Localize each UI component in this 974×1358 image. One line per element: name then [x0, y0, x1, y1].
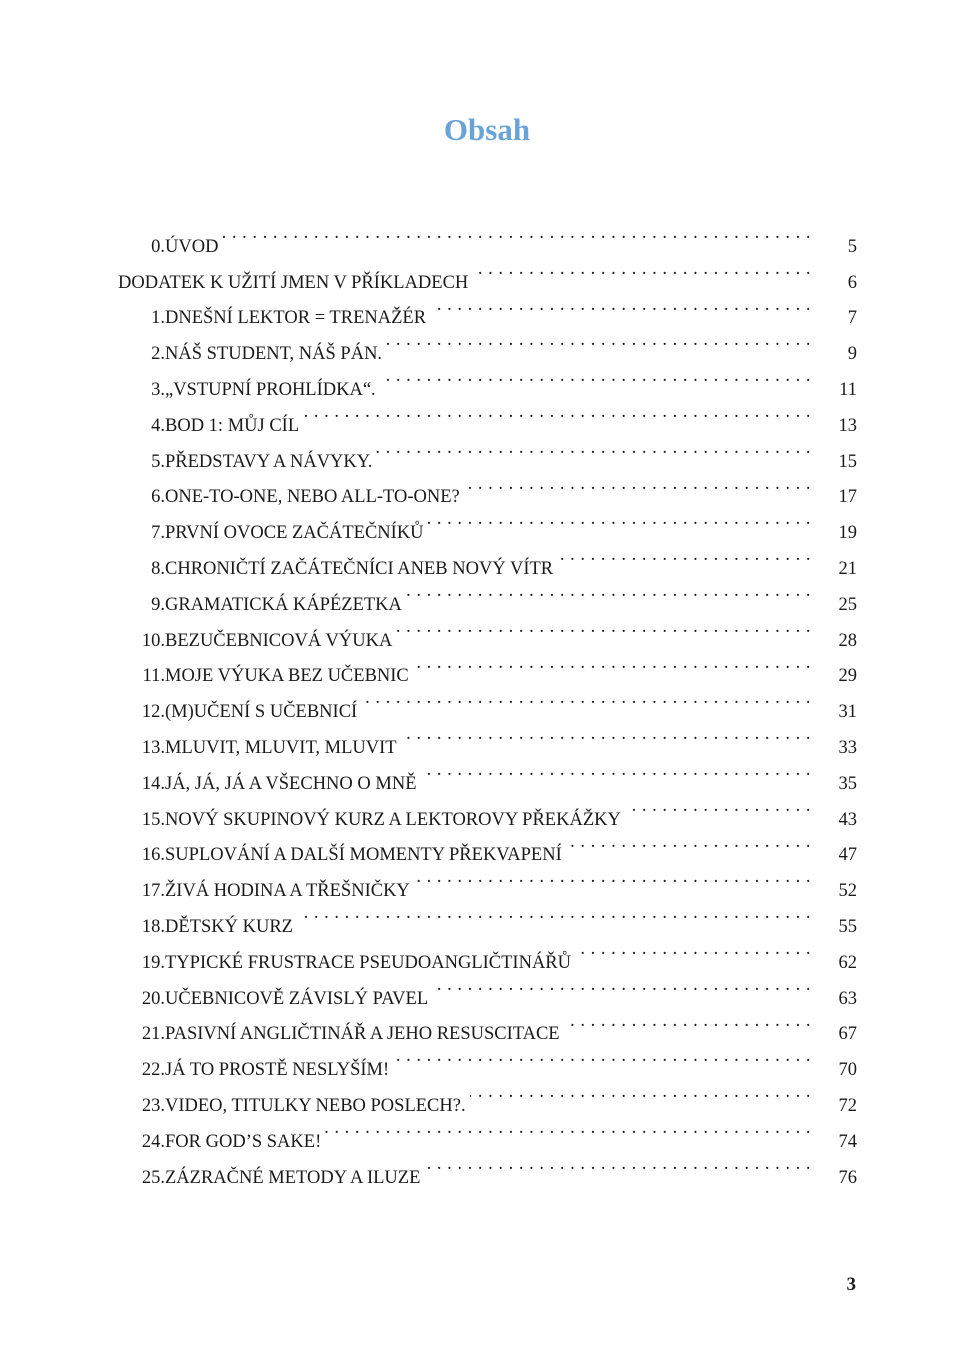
toc-entry-title: SUPLOVÁNÍ A DALŠÍ MOMENTY PŘEKVAPENÍ [165, 845, 562, 866]
toc-dot-leader [557, 538, 811, 574]
toc-entry-title: NOVÝ SKUPINOVÝ KURZ A LEKTOROVY PŘEKÁŽKY [165, 809, 621, 830]
toc-entry-page: 55 [838, 916, 857, 937]
toc-entry-page: 47 [838, 845, 857, 866]
toc-entry-number: 12. [141, 702, 165, 723]
toc-dot-leader [396, 610, 811, 646]
toc-entry-number: 16. [141, 845, 165, 866]
toc-entry-page: 31 [838, 702, 857, 723]
toc-entry-number: 9. [151, 594, 165, 615]
toc-entry-number: 3. [151, 379, 165, 400]
toc-entry-title: MOJE VÝUKA BEZ UČEBNIC [165, 666, 409, 687]
toc-entry-title: BEZUČEBNICOVÁ VÝUKA [165, 630, 393, 651]
toc-entry-title: NÁŠ STUDENT, NÁŠ PÁN. [165, 344, 383, 365]
toc-entry-page: 74 [838, 1131, 857, 1152]
toc-entry-title: BOD 1: MŮJ CÍL [165, 415, 300, 436]
toc-entry[interactable] [118, 252, 857, 293]
toc-entry-page: 25 [838, 594, 857, 615]
toc-dot-leader [575, 932, 811, 968]
toc-entry-page: 29 [838, 666, 857, 687]
toc-entry-page: 63 [838, 988, 857, 1009]
toc-entry-title: ŽIVÁ HODINA A TŘEŠNIČKY [165, 881, 410, 902]
toc-entry-title: PRVNÍ OVOCE ZAČÁTEČNÍKŮ [165, 523, 424, 544]
toc-entry-number: 4. [151, 415, 165, 436]
toc-dot-leader [413, 646, 811, 682]
toc-entry-title: ÚVOD [165, 236, 219, 257]
toc-entry-page: 19 [838, 523, 857, 544]
toc-entry-number: 8. [151, 558, 165, 579]
toc-entry-page: 13 [838, 415, 857, 436]
toc-entry-title: DĚTSKÝ KURZ [165, 916, 293, 937]
toc-entry-number: 17. [141, 881, 165, 902]
toc-entry-title: JÁ TO PROSTĚ NESLYŠÍM! [165, 1060, 390, 1081]
toc-dot-leader [361, 681, 811, 717]
toc-dot-leader [380, 359, 811, 395]
toc-entry-title: TYPICKÉ FRUSTRACE PSEUDOANGLIČTINÁŘŮ [165, 952, 571, 973]
toc-entry-number: 21. [141, 1024, 165, 1045]
toc-entry-number: 25. [141, 1167, 165, 1188]
toc-entry-number: 2. [151, 344, 165, 365]
toc-entry-page: 72 [838, 1095, 857, 1116]
toc-dot-leader [401, 717, 811, 753]
toc-dot-leader [424, 1147, 811, 1183]
toc-dot-leader [386, 323, 811, 359]
toc-entry-number: 14. [141, 773, 165, 794]
toc-dot-leader [566, 825, 811, 861]
toc-entry-title: DODATEK K UŽITÍ JMEN V PŘÍKLADECH [118, 272, 469, 293]
toc-entry-number: 19. [141, 952, 165, 973]
toc-dot-leader [414, 860, 811, 896]
toc-entry-number: 5. [151, 451, 165, 472]
toc-entry-page: 21 [838, 558, 857, 579]
toc-entry-number: 7. [151, 523, 165, 544]
toc-dot-leader [428, 502, 811, 538]
toc-entry-title: CHRONIČTÍ ZAČÁTEČNÍCI ANEB NOVÝ VÍTR [165, 558, 554, 579]
toc-entry-page: 43 [838, 809, 857, 830]
toc-entry-title: VIDEO, TITULKY NEBO POSLECH?. [165, 1095, 466, 1116]
toc-entry-page: 67 [838, 1024, 857, 1045]
toc-entry-page: 15 [838, 451, 857, 472]
toc-entry-title: JÁ, JÁ, JÁ A VŠECHNO O MNĚ [165, 773, 417, 794]
page-number: 3 [846, 1274, 856, 1295]
page-title: Obsah [443, 112, 531, 147]
toc-entry-page: 33 [838, 737, 857, 758]
toc-entry-number: 13. [141, 737, 165, 758]
toc-entry-title: GRAMATICKÁ KÁPÉZETKA [165, 594, 402, 615]
toc-dot-leader [297, 896, 811, 932]
toc-entry-number: 11. [142, 666, 165, 687]
toc-entry-number: 24. [141, 1131, 165, 1152]
toc-entry-page: 76 [838, 1167, 857, 1188]
toc-entry-page: 11 [839, 379, 857, 400]
toc-entry-number: 23. [141, 1095, 165, 1116]
toc-entry-title: (M)UČENÍ S UČEBNICÍ [165, 702, 358, 723]
toc-entry-page: 9 [847, 344, 857, 365]
toc-entry-title: FOR GOD’S SAKE! [165, 1131, 322, 1152]
toc-entry-number: 20. [141, 988, 165, 1009]
toc-dot-leader [472, 252, 811, 288]
toc-dot-leader [430, 288, 811, 324]
toc-entry-page: 70 [838, 1060, 857, 1081]
toc-entry-title: PASIVNÍ ANGLIČTINÁŘ A JEHO RESUSCITACE [165, 1024, 560, 1045]
toc-dot-leader [432, 968, 811, 1004]
toc-entry-title: UČEBNICOVĚ ZÁVISLÝ PAVEL [165, 988, 429, 1009]
toc-entry-page: 62 [838, 952, 857, 973]
toc-dot-leader [376, 431, 811, 467]
toc-entry-title: DNEŠNÍ LEKTOR = TRENAŽÉR [165, 308, 427, 329]
toc-entry-number: 18. [141, 916, 165, 937]
toc-entry-page: 6 [847, 272, 857, 293]
toc-dot-leader [470, 1075, 811, 1111]
toc-entry-number: 15. [141, 809, 165, 830]
table-of-contents [118, 216, 857, 1188]
toc-entry-page: 5 [847, 236, 857, 257]
toc-entry-page: 7 [847, 308, 857, 329]
toc-dot-leader [625, 789, 811, 825]
toc-dot-leader [222, 216, 811, 252]
toc-entry-page: 28 [838, 630, 857, 651]
toc-dot-leader [393, 1039, 811, 1075]
toc-entry-number: 22. [141, 1060, 165, 1081]
toc-entry-title: MLUVIT, MLUVIT, MLUVIT [165, 737, 397, 758]
toc-entry-title: PŘEDSTAVY A NÁVYKY. [165, 451, 373, 472]
toc-entry[interactable] [118, 216, 857, 257]
toc-entry-page: 35 [838, 773, 857, 794]
toc-dot-leader [421, 753, 811, 789]
toc-entry-number: 6. [151, 487, 165, 508]
toc-dot-leader [325, 1111, 811, 1147]
toc-dot-leader [564, 1004, 811, 1040]
toc-entry-number: 1. [151, 308, 165, 329]
toc-entry-page: 52 [838, 881, 857, 902]
toc-dot-leader [464, 467, 811, 503]
toc-dot-leader [303, 395, 811, 431]
toc-entry-page: 17 [838, 487, 857, 508]
toc-entry-title: ZÁZRAČNÉ METODY A ILUZE [165, 1167, 421, 1188]
toc-entry-number: 10. [141, 630, 165, 651]
toc-entry-number: 0. [151, 236, 165, 257]
toc-entry-title: „VSTUPNÍ PROHLÍDKA“. [165, 379, 376, 400]
toc-dot-leader [406, 574, 811, 610]
toc-entry-title: ONE-TO-ONE, NEBO ALL-TO-ONE? [165, 487, 460, 508]
